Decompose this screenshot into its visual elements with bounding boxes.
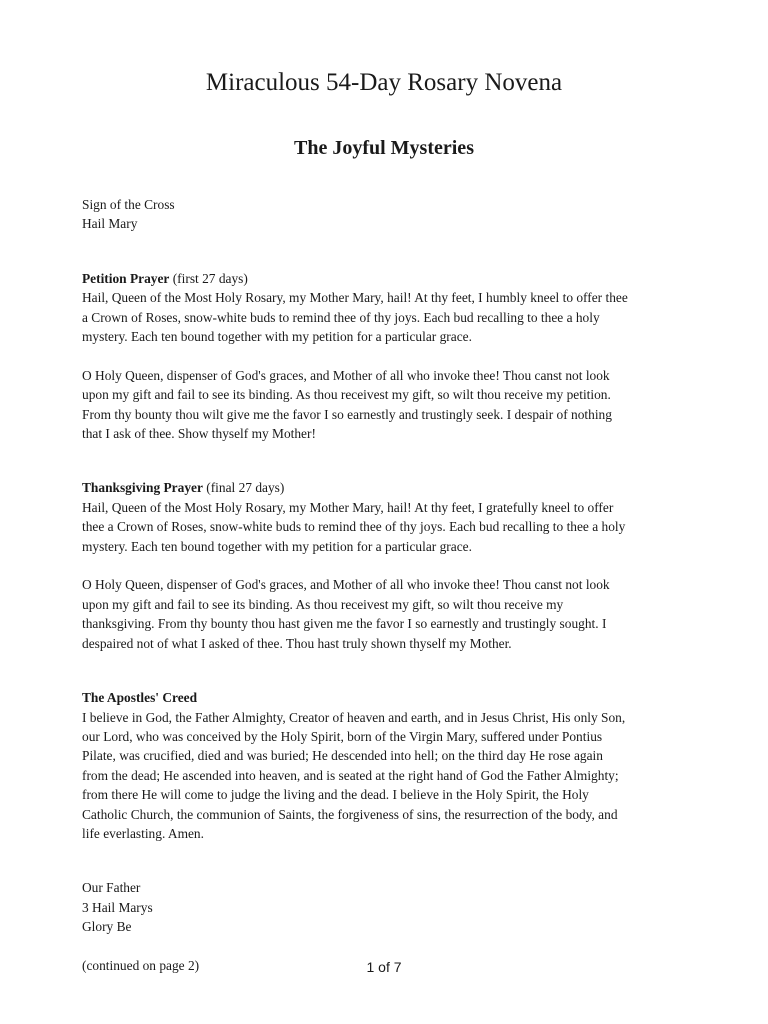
text-line: mystery. Each ten bound together with my petition for a particular grace. xyxy=(82,538,472,554)
opening-line: Sign of the Cross xyxy=(82,197,175,212)
text-line: Hail, Queen of the Most Holy Rosary, my Mother Mary, hail! At thy feet, I humbly kneel to offer thee xyxy=(82,290,628,306)
opening-line: Hail Mary xyxy=(82,216,138,232)
creed-paragraph xyxy=(82,708,704,844)
text-line: thee a Crown of Roses, snow-white buds to remind thee of thy joys. Each bud recalling to thee a holy xyxy=(82,519,626,535)
petition-heading-line xyxy=(82,269,704,288)
text-line: our Lord, who was conceived by the Holy Spirit, born of the Virgin Mary, suffered under Pontius xyxy=(82,728,603,744)
section-title: The Joyful Mysteries xyxy=(294,137,474,159)
page-number: 1 of 7 xyxy=(366,959,402,975)
thanksgiving-heading-line xyxy=(82,478,704,497)
text-line: Catholic Church, the communion of Saints, the forgiveness of sins, the resurrection of the body, and xyxy=(82,806,618,822)
text-line: Hail, Queen of the Most Holy Rosary, my Mother Mary, hail! At thy feet, I gratefully kneel to offer xyxy=(82,499,614,515)
text-line: life everlasting. Amen. xyxy=(82,825,204,841)
petition-prayer-section xyxy=(82,269,704,444)
petition-note: (first 27 days) xyxy=(169,270,248,286)
text-line: despaired not of what I asked of thee. Thou hast truly shown thyself my Mother. xyxy=(82,635,512,651)
text-line: that I ask of thee. Show thyself my Mother! xyxy=(82,426,316,442)
closing-line: Glory Be xyxy=(82,919,132,935)
document-body xyxy=(82,195,704,975)
thanksgiving-heading: Thanksgiving Prayer xyxy=(82,480,203,496)
petition-paragraph-2 xyxy=(82,366,704,444)
text-line: upon my gift and fail to see its binding. As thou receivest my gift, so wilt thou receive my petition. xyxy=(82,387,611,403)
text-line: Pilate, was crucified, died and was buried; He descended into hell; on the third day He rose again xyxy=(82,748,603,764)
petition-paragraph-1 xyxy=(82,288,704,346)
closing-line: 3 Hail Marys xyxy=(82,899,153,915)
opening-prayers xyxy=(82,195,704,234)
creed-heading: The Apostles' Creed xyxy=(82,690,198,706)
text-line: thanksgiving. From thy bounty thou hast given me the favor I so earnestly and trustingly sought. I xyxy=(82,616,607,632)
closing-line: Our Father xyxy=(82,880,141,896)
text-line: mystery. Each ten bound together with my petition for a particular grace. xyxy=(82,329,472,345)
document-title: Miraculous 54-Day Rosary Novena xyxy=(205,69,563,96)
text-line: O Holy Queen, dispenser of God's graces, and Mother of all who invoke thee! Thou canst not look xyxy=(82,577,610,593)
apostles-creed-section xyxy=(82,688,704,843)
thanksgiving-paragraph-1 xyxy=(82,498,704,556)
continued-note: (continued on page 2) xyxy=(82,957,200,973)
text-line: from there He will come to judge the living and the dead. I believe in the Holy Spirit, the Holy xyxy=(82,787,589,803)
thanksgiving-note: (final 27 days) xyxy=(202,480,285,496)
text-line: From thy bounty thou wilt give me the favor I so earnestly and trustingly seek. I despair of nothing xyxy=(82,406,612,422)
petition-heading: Petition Prayer xyxy=(82,270,170,286)
text-line: a Crown of Roses, snow-white buds to remind thee of thy joys. Each bud recalling to thee a holy xyxy=(82,309,600,325)
text-line: from the dead; He ascended into heaven, and is seated at the right hand of God the Father Almighty; xyxy=(82,767,619,783)
text-line: O Holy Queen, dispenser of God's graces, and Mother of all who invoke thee! Thou canst not look xyxy=(82,367,610,383)
closing-prayers xyxy=(82,878,704,936)
thanksgiving-paragraph-2 xyxy=(82,575,704,653)
thanksgiving-prayer-section xyxy=(82,478,704,653)
text-line: upon my gift and fail to see its binding. As thou receivest my gift, so wilt thou receive my xyxy=(82,596,564,612)
text-line: I believe in God, the Father Almighty, Creator of heaven and earth, and in Jesus Christ, His only Son, xyxy=(82,709,626,725)
